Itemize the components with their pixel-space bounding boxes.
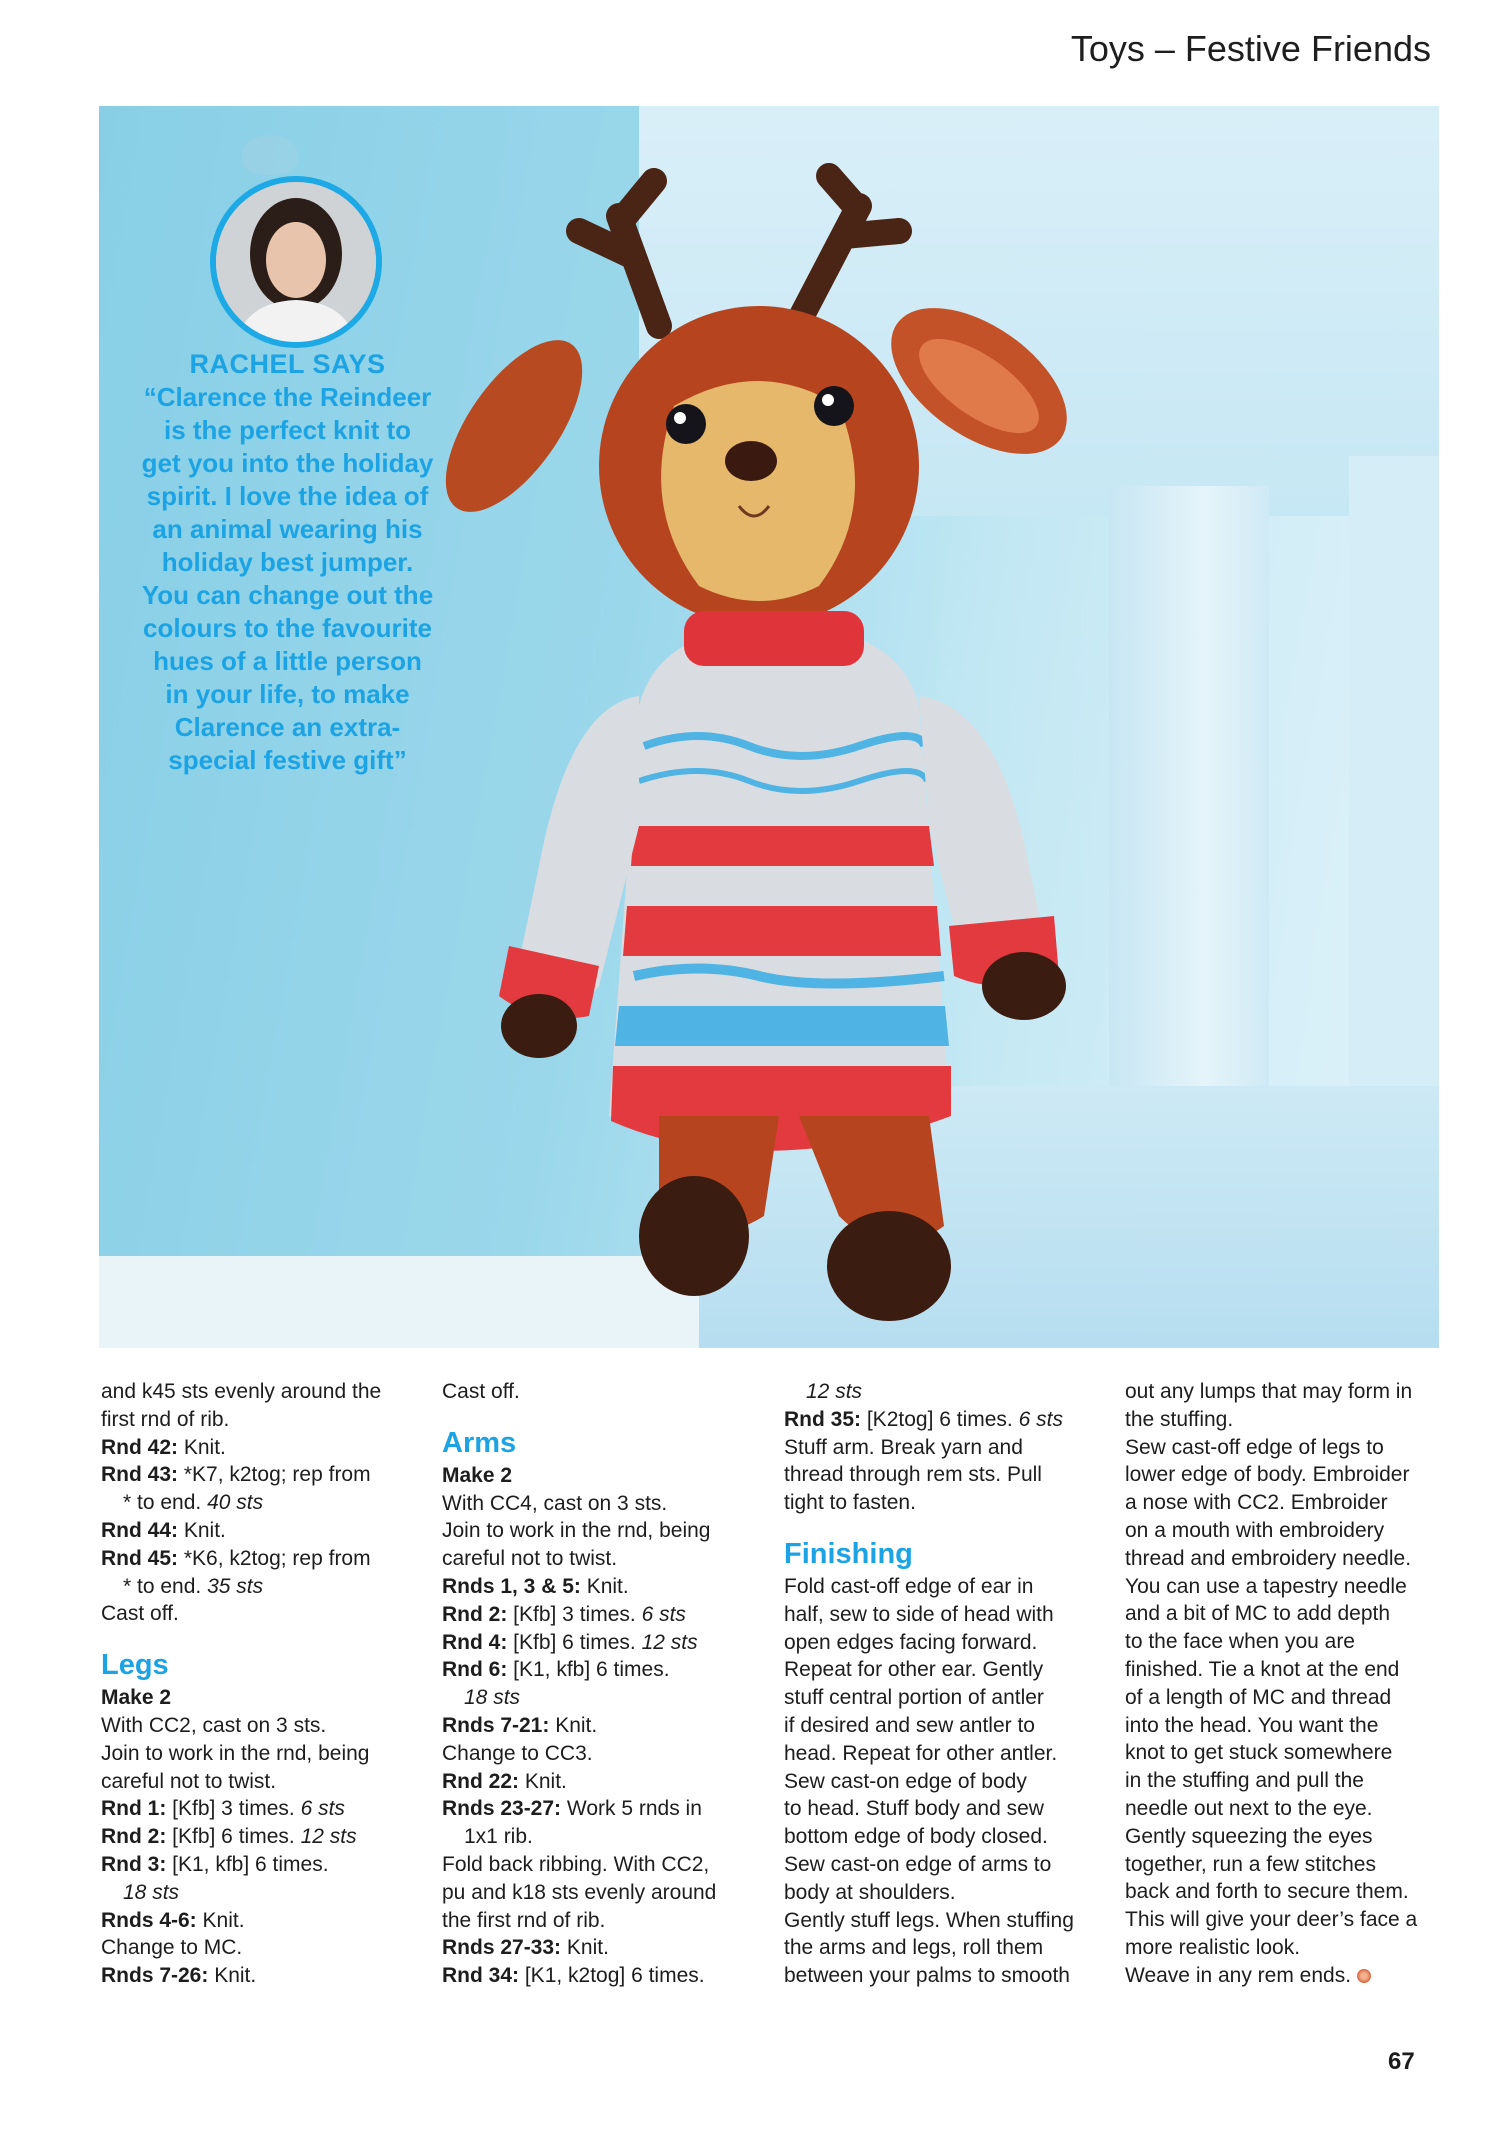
text-line: the first rnd of rib. <box>442 1908 606 1932</box>
column-1 <box>101 1378 431 1990</box>
quote-line: “Clarence the Reindeer <box>143 382 432 412</box>
quote-line: spirit. I love the idea of <box>146 481 429 511</box>
quote-line: an animal wearing his <box>152 514 423 544</box>
quote-line: colours to the favourite <box>143 613 432 643</box>
text-line: This will give your deer’s face a <box>1125 1908 1418 1932</box>
text-line: of a length of MC and thread <box>1125 1685 1392 1709</box>
text-line: if desired and sew antler to <box>784 1713 1035 1737</box>
quote-line: Clarence an extra- <box>174 712 401 742</box>
instruction-cont: 1x1 rib. <box>464 1825 533 1849</box>
instruction: Rnd 2: [Kfb] 6 times. 12 sts <box>101 1825 357 1849</box>
text-line: knot to get stuck somewhere <box>1125 1741 1393 1765</box>
instruction: Rnds 27-33: Knit. <box>442 1936 609 1960</box>
rachel-says-quote <box>110 348 465 777</box>
instruction: Rnd 44: Knit. <box>101 1518 226 1542</box>
text-line: thread through rem sts. Pull <box>784 1463 1042 1487</box>
text-line: finished. Tie a knot at the end <box>1125 1657 1400 1681</box>
right-arm <box>919 696 1044 954</box>
instruction-cont: 18 sts <box>464 1686 521 1710</box>
text-line: stuff central portion of antler <box>784 1686 1044 1710</box>
text-line: Change to MC. <box>101 1936 243 1960</box>
text-line: open edges facing forward. <box>784 1630 1038 1654</box>
text-line: Sew cast-on edge of body <box>784 1769 1027 1793</box>
instruction: Rnd 6: [K1, kfb] 6 times. <box>442 1658 670 1682</box>
quote-line: special festive gift” <box>168 745 407 775</box>
text-line: tight to fasten. <box>784 1491 916 1515</box>
text-line: Repeat for other ear. Gently <box>784 1658 1044 1682</box>
designer-avatar-illustration <box>216 182 376 342</box>
instruction: Rnd 22: Knit. <box>442 1769 567 1793</box>
text-line: to the face when you are <box>1125 1630 1355 1654</box>
instruction: Rnd 45: *K6, k2tog; rep from <box>101 1546 371 1570</box>
text-line: Join to work in the rnd, being <box>442 1519 711 1543</box>
section-heading-legs: Legs <box>101 1649 169 1682</box>
quote-line: in your life, to make <box>165 679 410 709</box>
text-line: Sew cast-off edge of legs to <box>1125 1435 1384 1459</box>
text-line: body at shoulders. <box>784 1880 956 1904</box>
text-line: head. Repeat for other antler. <box>784 1741 1058 1765</box>
text-line: in the stuffing and pull the <box>1125 1769 1364 1793</box>
text-line: a nose with CC2. Embroider <box>1125 1491 1388 1515</box>
text-line: and k45 sts evenly around the <box>101 1380 382 1403</box>
text-line: pu and k18 sts evenly around <box>442 1880 717 1904</box>
text-line: Fold cast-off edge of ear in <box>784 1574 1034 1598</box>
designer-portrait <box>210 176 382 348</box>
quote-line: You can change out the <box>141 580 434 610</box>
text-line: bottom edge of body closed. <box>784 1825 1048 1849</box>
text-line: first rnd of rib. <box>101 1407 230 1431</box>
text-line: more realistic look. <box>1125 1935 1301 1959</box>
nose <box>725 441 777 481</box>
running-header: Toys – Festive Friends <box>1070 28 1431 69</box>
instruction: Rnd 35: [K2tog] 6 times. 6 sts <box>784 1407 1063 1431</box>
instruction: Rnd 2: [Kfb] 3 times. 6 sts <box>442 1602 686 1626</box>
text-line: careful not to twist. <box>442 1547 618 1571</box>
instruction: Rnds 4-6: Knit. <box>101 1908 245 1932</box>
text-line: Fold back ribbing. With CC2, <box>442 1852 710 1876</box>
column-2 <box>442 1378 772 1990</box>
quote-line: get you into the holiday <box>141 448 434 478</box>
section-heading-arms: Arms <box>442 1426 517 1459</box>
quote-line: is the perfect knit to <box>163 415 412 445</box>
text-line: Cast off. <box>442 1380 520 1403</box>
text-line: Gently squeezing the eyes <box>1125 1824 1373 1848</box>
subheading: Make 2 <box>101 1686 172 1710</box>
instruction: Rnd 43: *K7, k2tog; rep from <box>101 1463 371 1487</box>
instruction: Rnd 34: [K1, k2tog] 6 times. <box>442 1964 705 1988</box>
instruction: Rnds 7-26: Knit. <box>101 1964 257 1988</box>
instruction: Rnd 42: Knit. <box>101 1435 226 1459</box>
instruction: Rnds 1, 3 & 5: Knit. <box>442 1574 629 1598</box>
instruction: Rnd 4: [Kfb] 6 times. 12 sts <box>442 1630 698 1654</box>
subheading: Make 2 <box>442 1463 513 1487</box>
text-line: lower edge of body. Embroider <box>1125 1463 1410 1487</box>
text-line: into the head. You want the <box>1125 1713 1379 1737</box>
section-heading-finishing: Finishing <box>784 1537 913 1570</box>
text-line: back and forth to secure them. <box>1125 1880 1409 1904</box>
text-line: With CC4, cast on 3 sts. <box>442 1491 668 1515</box>
instruction-cont: 18 sts <box>123 1880 180 1904</box>
right-antler <box>799 176 899 321</box>
text-line: Change to CC3. <box>442 1741 593 1765</box>
text-line: to head. Stuff body and sew <box>784 1797 1044 1821</box>
text-line: Stuff arm. Break yarn and <box>784 1435 1023 1459</box>
text-line: Weave in any rem ends. <box>1125 1962 1455 1990</box>
quote-title: RACHEL SAYS <box>189 349 386 379</box>
text-line: and a bit of MC to add depth <box>1125 1602 1391 1626</box>
end-mark-icon <box>1357 1969 1371 1983</box>
text-line: Sew cast-on edge of arms to <box>784 1852 1052 1876</box>
text-line: needle out next to the eye. <box>1125 1796 1373 1820</box>
text-line: You can use a tapestry needle <box>1125 1574 1407 1598</box>
text-line: out any lumps that may form in <box>1125 1380 1413 1403</box>
text-line: half, sew to side of head with <box>784 1602 1054 1626</box>
column-4 <box>1125 1378 1455 1990</box>
page-number: 67 <box>1388 2048 1415 2075</box>
instruction: Rnds 7-21: Knit. <box>442 1713 598 1737</box>
text-line: With CC2, cast on 3 sts. <box>101 1713 327 1737</box>
instruction-cont: * to end. 40 sts <box>123 1491 264 1515</box>
text-line: thread and embroidery needle. <box>1125 1546 1412 1570</box>
text-line: the stuffing. <box>1125 1407 1234 1431</box>
sweater-collar <box>684 611 864 666</box>
quote-line: holiday best jumper. <box>161 547 414 577</box>
instruction: Rnds 23-27: Work 5 rnds in <box>442 1797 702 1821</box>
quote-line: hues of a little person <box>153 646 422 676</box>
instruction-cont: * to end. 35 sts <box>123 1574 264 1598</box>
column-3 <box>784 1378 1114 1990</box>
instruction: Rnd 1: [Kfb] 3 times. 6 sts <box>101 1797 345 1821</box>
text-line: together, run a few stitches <box>1125 1852 1376 1876</box>
instruction-cont: 12 sts <box>806 1380 863 1403</box>
text-line: Join to work in the rnd, being <box>101 1741 370 1765</box>
left-antler <box>579 181 659 326</box>
text-line: Gently stuff legs. When stuffing <box>784 1908 1074 1932</box>
bauble-decoration <box>242 135 298 175</box>
text-line: careful not to twist. <box>101 1769 277 1793</box>
text-line: the arms and legs, roll them <box>784 1936 1044 1960</box>
text-line: Cast off. <box>101 1602 179 1626</box>
text-line: between your palms to smooth <box>784 1964 1070 1988</box>
text-line: on a mouth with embroidery <box>1125 1518 1385 1542</box>
instruction: Rnd 3: [K1, kfb] 6 times. <box>101 1852 329 1876</box>
